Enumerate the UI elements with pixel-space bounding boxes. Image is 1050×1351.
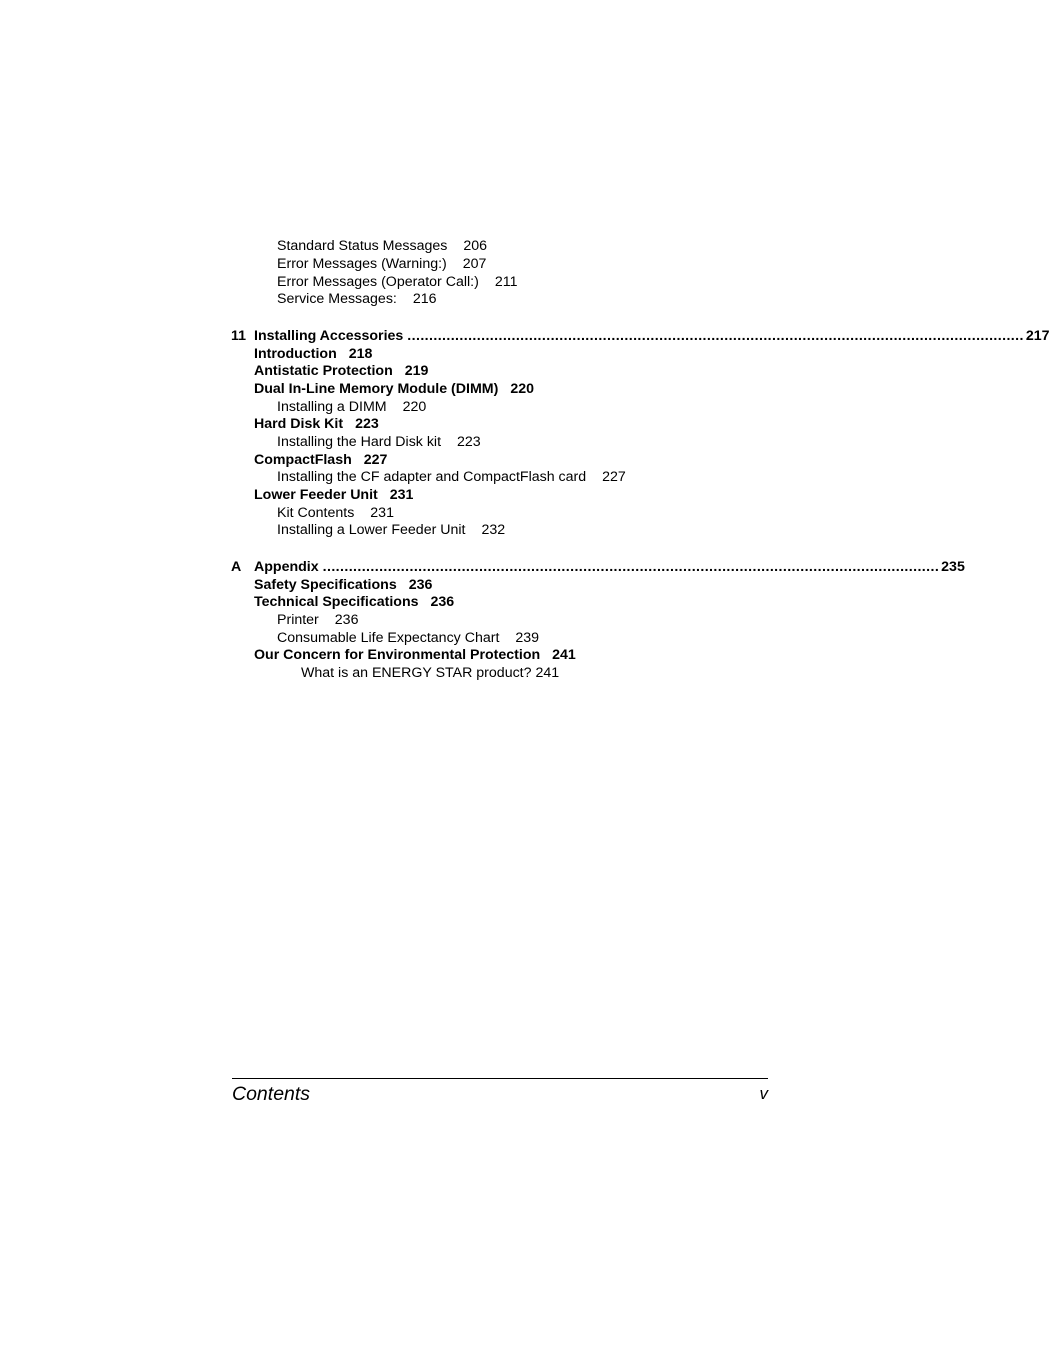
toc-entry-installing-hard-disk-kit[interactable]: [277, 434, 481, 451]
toc-entry-standard-status-messages[interactable]: [277, 238, 487, 255]
toc-entry-title: Lower Feeder Unit: [254, 487, 378, 503]
toc-entry-title: Our Concern for Environmental Protection: [254, 647, 541, 663]
toc-entry-title: CompactFlash: [254, 452, 352, 468]
toc-entry-environmental-protection[interactable]: [254, 647, 576, 664]
toc-entry-page: 231: [389, 487, 414, 503]
toc-entry-title: Technical Specifications: [254, 594, 419, 610]
toc-entry-page: 206: [463, 238, 488, 254]
toc-entry-energy-star[interactable]: What is an ENERGY STAR product? 241: [301, 665, 560, 681]
toc-entry-installing-lower-feeder-unit[interactable]: [277, 522, 505, 539]
toc-entry-page: 216: [412, 291, 437, 307]
toc-entry-title: Hard Disk Kit: [254, 416, 344, 432]
chapter-number: A: [231, 559, 242, 575]
toc-entry-page: 220: [510, 381, 535, 397]
toc-entry-page: 218: [348, 346, 373, 362]
chapter-number: 11: [231, 328, 246, 344]
toc-entry-title: Installing a DIMM: [277, 399, 387, 415]
toc-entry-dimm[interactable]: [254, 381, 534, 398]
footer-title: Contents: [232, 1083, 311, 1105]
dot-leader: ..............................................................................................................................................: [322, 559, 940, 575]
toc-entry-title: Service Messages:: [277, 291, 397, 307]
toc-entry-page: 232: [481, 522, 506, 538]
toc-entry-page: 227: [363, 452, 388, 468]
chapter-page: 217: [1025, 328, 1050, 344]
toc-entry-installing-cf-adapter[interactable]: [277, 469, 626, 486]
toc-entry-title: Printer: [277, 612, 319, 628]
toc-entry-antistatic-protection[interactable]: [254, 363, 428, 380]
toc-entry-title: Installing the CF adapter and CompactFlash card: [277, 469, 587, 485]
toc-entry-page: 241: [552, 647, 576, 663]
footer-page-number: v: [759, 1084, 768, 1103]
toc-entry-page: 223: [457, 434, 481, 450]
toc-entry-service-messages[interactable]: [277, 291, 437, 308]
chapter-page: 235: [941, 559, 965, 575]
toc-entry-page: 220: [402, 399, 427, 415]
toc-entry-error-messages-operator-call[interactable]: [277, 274, 517, 291]
toc-entry-error-messages-warning[interactable]: [277, 256, 486, 273]
chapter-title: Appendix: [254, 559, 319, 575]
toc-chapter-11[interactable]: [231, 328, 1050, 345]
toc-chapter-appendix[interactable]: [231, 559, 965, 576]
toc-entry-page: 223: [355, 416, 379, 432]
toc-entry-compactflash[interactable]: [254, 452, 387, 469]
toc-entry-printer[interactable]: [277, 612, 358, 629]
toc-entry-title: Installing a Lower Feeder Unit: [277, 522, 466, 538]
chapter-title: Installing Accessories: [254, 328, 404, 344]
toc-entry-title: Safety Specifications: [254, 577, 397, 593]
toc-entry-introduction[interactable]: [254, 346, 372, 363]
toc-entry-kit-contents[interactable]: [277, 505, 394, 522]
toc-entry-page: 227: [602, 469, 626, 485]
toc-entry-page: 236: [408, 577, 433, 593]
toc-entry-title: Error Messages (Operator Call:): [277, 274, 479, 290]
toc-entry-lower-feeder-unit[interactable]: [254, 487, 413, 504]
toc-entry-page: 219: [404, 363, 429, 379]
toc-entry-installing-dimm[interactable]: [277, 399, 426, 416]
toc-entry-title: Installing the Hard Disk kit: [277, 434, 442, 450]
toc-entry-page: 236: [430, 594, 455, 610]
toc-entry-page: 207: [462, 256, 487, 272]
toc-entry-title: Error Messages (Warning:): [277, 256, 447, 272]
toc-entry-title: Standard Status Messages: [277, 238, 448, 254]
toc-entry-title: Dual In-Line Memory Module (DIMM): [254, 381, 499, 397]
toc-entry-title: Antistatic Protection: [254, 363, 393, 379]
footer-rule: [232, 1078, 768, 1079]
toc-entry-consumable-life-expectancy-chart[interactable]: [277, 630, 539, 647]
toc-entry-hard-disk-kit[interactable]: [254, 416, 379, 433]
toc-entry-title: Kit Contents: [277, 505, 355, 521]
toc-entry-technical-specifications[interactable]: [254, 594, 454, 611]
dot-leader: ..............................................................................................................................................: [407, 328, 1024, 344]
toc-entry-title: Consumable Life Expectancy Chart: [277, 630, 500, 646]
toc-entry-page: 231: [370, 505, 394, 521]
toc-entry-page: 211: [494, 274, 518, 290]
toc-entry-page: 239: [515, 630, 540, 646]
toc-entry-safety-specifications[interactable]: [254, 577, 432, 594]
toc-entry-title: Introduction: [254, 346, 337, 362]
toc-entry-page: 236: [334, 612, 359, 628]
